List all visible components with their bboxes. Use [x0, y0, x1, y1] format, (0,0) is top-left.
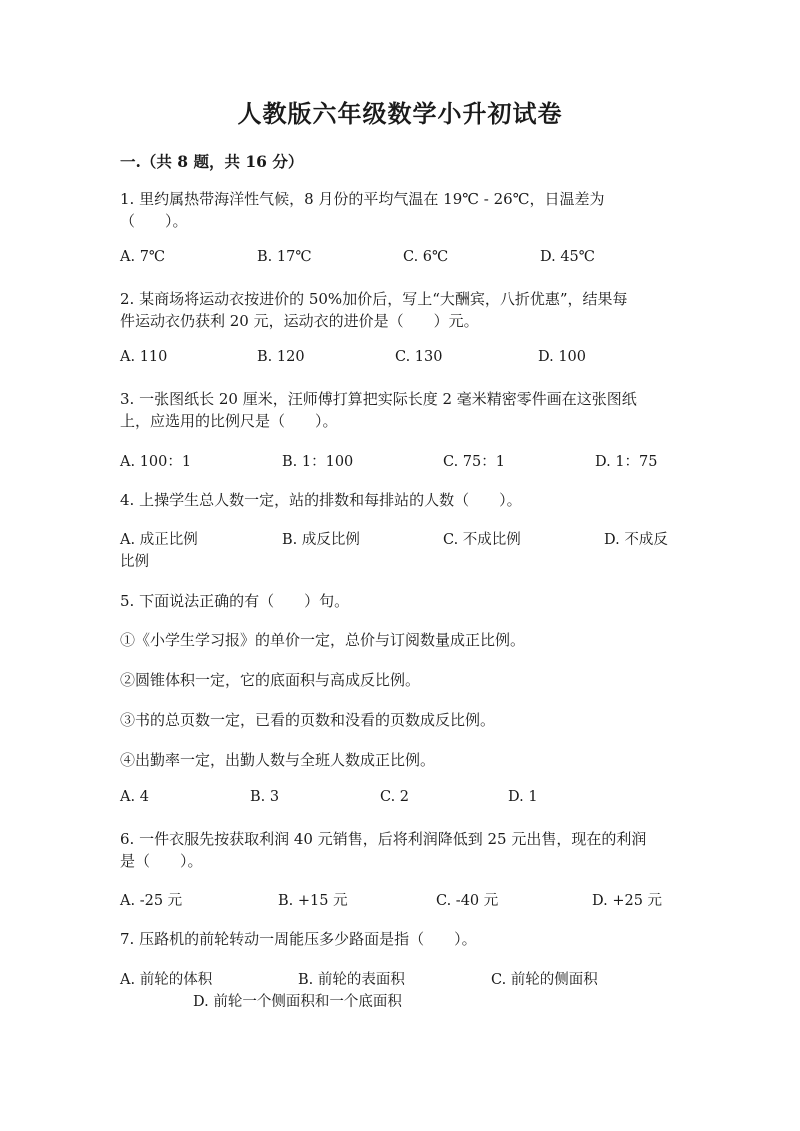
q7-option-b: B. 前轮的表面积 — [298, 972, 405, 988]
q5-option-d: D. 1 — [508, 789, 538, 805]
q3-option-c: C. 75：1 — [443, 454, 505, 470]
q6-option-a: A. -25 元 — [120, 893, 183, 909]
q6-option-d: D. +25 元 — [592, 893, 663, 909]
q7-option-a: A. 前轮的体积 — [120, 972, 213, 988]
q5-statement-4: ④出勤率一定，出勤人数与全班人数成正比例。 — [120, 751, 436, 769]
q5-statement-2: ②圆锥体积一定，它的底面积与高成反比例。 — [120, 671, 421, 689]
section-heading: 一.（共 8 题，共 16 分） — [120, 152, 304, 171]
q5-text-line1: 5. 下面说法正确的有（ ）句。 — [120, 592, 350, 610]
q4-option-a: A. 成正比例 — [120, 532, 198, 548]
q1-text-line1: 1. 里约属热带海洋性气候，8 月份的平均气温在 19℃ - 26℃，日温差为 — [120, 190, 605, 208]
q4-option-d: D. 不成反 — [604, 532, 668, 548]
q7-option-d: D. 前轮一个侧面积和一个底面积 — [193, 994, 402, 1010]
q6-option-b: B. +15 元 — [278, 893, 348, 909]
page-title: 人教版六年级数学小升初试卷 — [237, 99, 563, 128]
q2-option-b: B. 120 — [257, 349, 305, 365]
q1-option-b: B. 17℃ — [257, 249, 312, 265]
q2-option-d: D. 100 — [538, 349, 587, 365]
q5-statement-1: ①《小学生学习报》的单价一定，总价与订阅数量成正比例。 — [120, 631, 526, 649]
q5-option-a: A. 4 — [120, 789, 149, 805]
q4-option-d-wrap: 比例 — [120, 554, 149, 570]
q3-option-d: D. 1：75 — [595, 454, 658, 470]
q4-option-c: C. 不成比例 — [443, 532, 521, 548]
q3-text-line2: 上，应选用的比例尺是（ ）。 — [120, 412, 338, 430]
q7-text-line1: 7. 压路机的前轮转动一周能压多少路面是指（ ）。 — [120, 930, 477, 948]
q1-option-a: A. 7℃ — [120, 249, 166, 265]
q7-option-c: C. 前轮的侧面积 — [491, 972, 598, 988]
q4-option-b: B. 成反比例 — [282, 532, 360, 548]
q5-option-b: B. 3 — [250, 789, 280, 805]
q3-option-a: A. 100：1 — [120, 454, 192, 470]
q3-option-b: B. 1：100 — [282, 454, 354, 470]
q1-text-line2: （ ）。 — [120, 212, 188, 230]
q2-text-line1: 2. 某商场将运动衣按进价的 50%加价后，写上“大酬宾，八折优惠”，结果每 — [120, 290, 628, 308]
q4-text-line1: 4. 上操学生总人数一定，站的排数和每排站的人数（ ）。 — [120, 491, 522, 509]
q6-text-line1: 6. 一件衣服先按获取利润 40 元销售，后将利润降低到 25 元出售，现在的利润 — [120, 830, 647, 848]
q2-option-a: A. 110 — [120, 349, 168, 365]
q2-text-line2: 件运动衣仍获利 20 元，运动衣的进价是（ ）元。 — [120, 312, 479, 330]
q6-text-line2: 是（ ）。 — [120, 852, 203, 870]
q3-text-line1: 3. 一张图纸长 20 厘米，汪师傅打算把实际长度 2 毫米精密零件画在这张图纸 — [120, 390, 637, 408]
q2-option-c: C. 130 — [395, 349, 443, 365]
q5-option-c: C. 2 — [380, 789, 410, 805]
q6-option-c: C. -40 元 — [436, 893, 499, 909]
q5-statement-3: ③书的总页数一定，已看的页数和没看的页数成反比例。 — [120, 711, 496, 729]
q1-option-d: D. 45℃ — [540, 249, 595, 265]
q1-option-c: C. 6℃ — [403, 249, 449, 265]
